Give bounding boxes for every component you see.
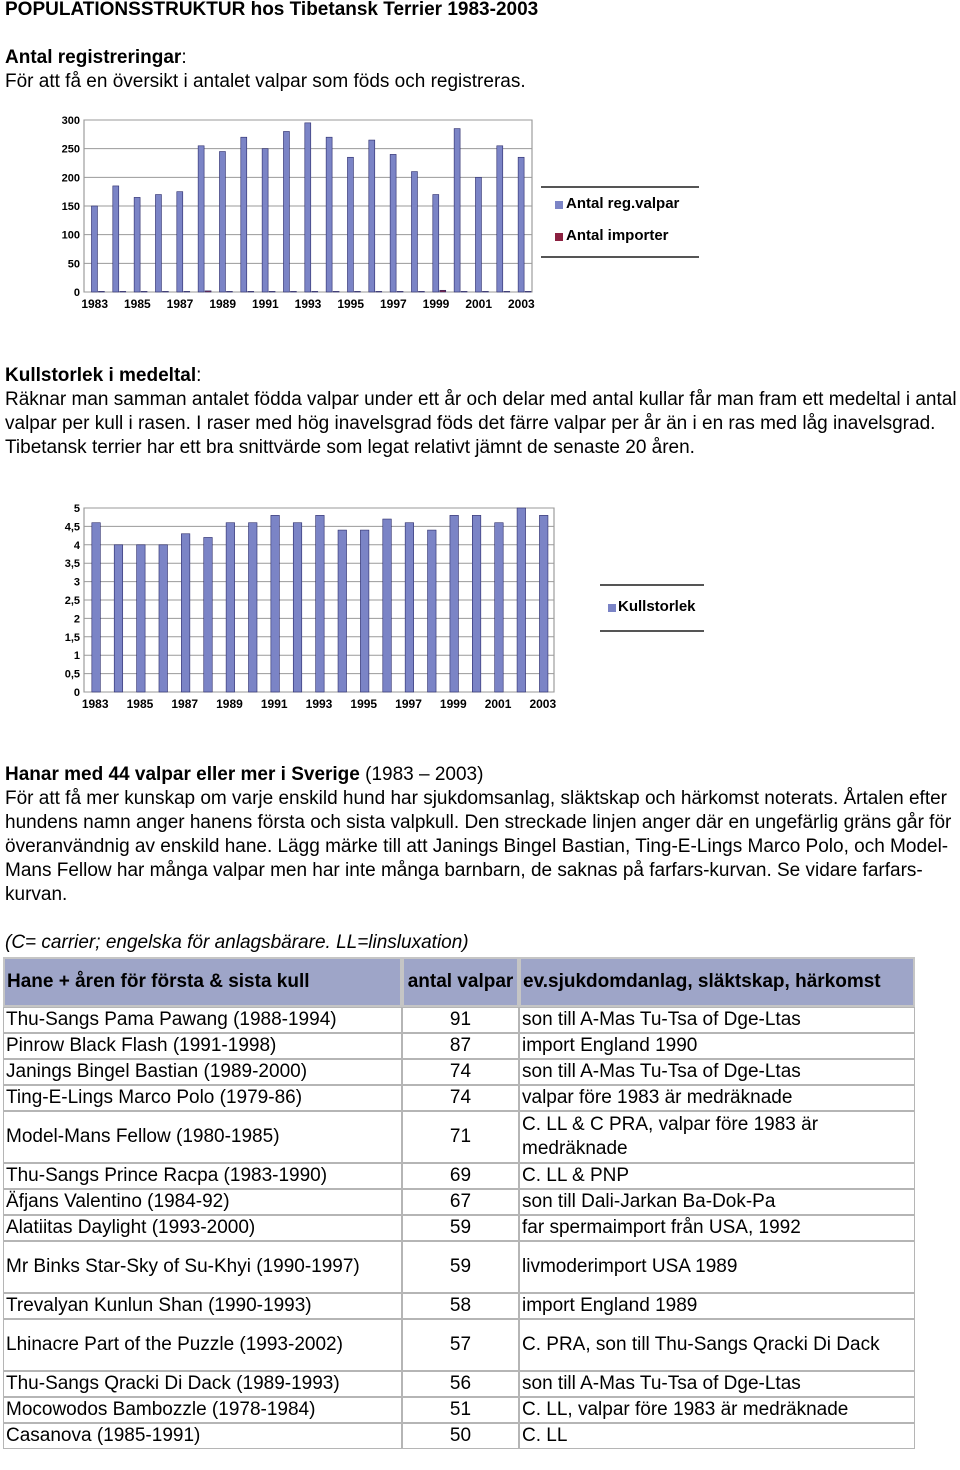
bar <box>454 129 460 292</box>
legend-swatch-kull <box>608 604 616 612</box>
header-count <box>402 957 519 1007</box>
bar <box>411 172 417 292</box>
cell-notes: C. PRA, son till Thu-Sangs Qracki Di Dack <box>519 1319 915 1371</box>
x-tick-label: 1993 <box>294 297 322 311</box>
table-row <box>3 1397 915 1423</box>
bar <box>326 137 332 292</box>
cell-sire: Lhinacre Part of the Puzzle (1993-2002) <box>3 1319 402 1371</box>
bar <box>475 177 481 292</box>
bar <box>383 519 392 692</box>
bar <box>418 291 424 292</box>
bar <box>269 291 275 292</box>
bar <box>134 197 140 292</box>
bar <box>290 291 296 292</box>
y-tick-labels <box>65 503 81 699</box>
x-tick-label: 1987 <box>171 697 199 711</box>
table-row <box>3 1007 915 1033</box>
x-tick-label: 2003 <box>507 297 535 311</box>
bar <box>347 157 353 292</box>
bar <box>271 515 280 692</box>
y-tick-label: 5 <box>73 503 80 515</box>
bar <box>177 192 183 292</box>
bar <box>226 523 235 692</box>
x-tick-labels <box>81 297 535 311</box>
cell-sire: Thu-Sangs Pama Pawang (1988-1994) <box>3 1007 402 1033</box>
y-tick-labels <box>62 115 80 299</box>
x-tick-label: 1995 <box>337 297 365 311</box>
bar <box>113 186 119 292</box>
cell-notes: son till A-Mas Tu-Tsa of Dge-Ltas <box>519 1371 915 1397</box>
bar <box>433 195 439 292</box>
section2-heading-line <box>5 364 201 388</box>
cell-count: 87 <box>402 1033 519 1059</box>
cell-sire: Alatiitas Daylight (1993-2000) <box>3 1215 402 1241</box>
x-tick-label: 2001 <box>465 297 493 311</box>
bar <box>518 157 524 292</box>
cell-notes: C. LL, valpar före 1983 är medräknade <box>519 1397 915 1423</box>
section1-heading: Antal registreringar <box>5 47 182 68</box>
bar <box>248 291 254 292</box>
section1-heading-line <box>5 46 187 70</box>
y-tick-label: 4,5 <box>64 521 80 534</box>
page-title: POPULATIONSSTRUKTUR hos Tibetansk Terrier 1983-2003 <box>5 0 539 20</box>
cell-count: 50 <box>402 1423 519 1449</box>
bar <box>312 291 318 292</box>
x-tick-label: 2001 <box>484 697 512 711</box>
y-tick-label: 4 <box>73 539 80 552</box>
cell-sire: Ting-E-Lings Marco Polo (1979-86) <box>3 1085 402 1111</box>
y-tick-label: 1 <box>73 650 80 663</box>
cell-sire: Pinrow Black Flash (1991-1998) <box>3 1033 402 1059</box>
bar <box>428 530 437 692</box>
sires-table <box>3 957 915 1449</box>
table-row <box>3 1293 915 1319</box>
bar <box>405 523 414 692</box>
bar <box>159 545 168 692</box>
bar <box>539 515 548 692</box>
bar <box>198 146 204 292</box>
cell-count: 58 <box>402 1293 519 1319</box>
cell-count: 74 <box>402 1059 519 1085</box>
table-row <box>3 1371 915 1397</box>
cell-sire: Casanova (1985-1991) <box>3 1423 402 1449</box>
cell-notes: C. LL & PNP <box>519 1163 915 1189</box>
cell-notes: import England 1990 <box>519 1033 915 1059</box>
bar <box>219 152 225 292</box>
cell-notes: livmoderimport USA 1989 <box>519 1241 915 1293</box>
y-tick-label: 2,5 <box>64 595 80 607</box>
y-tick-label: 0,5 <box>64 668 80 681</box>
bar <box>205 291 211 292</box>
section3-heading-tail: (1983 – 2003) <box>359 764 484 785</box>
cell-count: 69 <box>402 1163 519 1189</box>
section2-text: Räknar man samman antalet födda valpar under ett år och delar med antal kullar får man fram ett medeltal i antal valpar per kull i rasen. I raser med hög inavelsgrad föds det färre valpar per år än i en ras med låg inavelsgrad. Tibetansk terrier har ett bra snittvärde som legat relativt jämnt de senaste 20 åren. <box>5 389 957 458</box>
y-tick-label: 100 <box>61 229 80 242</box>
y-tick-label: 300 <box>61 115 80 127</box>
cell-sire: Thu-Sangs Qracki Di Dack (1989-1993) <box>3 1371 402 1397</box>
bar <box>525 291 531 292</box>
table-row <box>3 1241 915 1293</box>
bar <box>390 154 396 292</box>
bar <box>137 545 146 692</box>
bar <box>461 291 467 292</box>
y-tick-label: 50 <box>67 258 80 271</box>
cell-sire: Trevalyan Kunlun Shan (1990-1993) <box>3 1293 402 1319</box>
bar <box>504 291 510 292</box>
cell-sire: Mocowodos Bambozzle (1978-1984) <box>3 1397 402 1423</box>
bar <box>120 291 126 292</box>
x-tick-label: 1999 <box>439 697 467 711</box>
y-tick-label: 250 <box>61 143 80 156</box>
cell-sire: Thu-Sangs Prince Racpa (1983-1990) <box>3 1163 402 1189</box>
table-row <box>3 1111 915 1163</box>
bar <box>376 291 382 292</box>
legend-label-kull: Kullstorlek <box>618 598 696 615</box>
x-tick-label: 1993 <box>305 697 333 711</box>
bar <box>241 137 247 292</box>
section3-heading: Hanar med 44 valpar eller mer i Sverige <box>5 764 360 785</box>
legend-label-import: Antal importer <box>566 227 669 244</box>
cell-count: 67 <box>402 1189 519 1215</box>
bar <box>450 515 459 692</box>
table-row <box>3 1085 915 1111</box>
y-tick-label: 200 <box>61 172 80 185</box>
bar <box>226 291 232 292</box>
table-row <box>3 1423 915 1449</box>
bar <box>92 523 101 692</box>
bar <box>497 146 503 292</box>
table-row <box>3 1189 915 1215</box>
bar <box>184 291 190 292</box>
y-tick-label: 3,5 <box>64 558 80 571</box>
bar <box>440 290 446 292</box>
header-notes: ev.sjukdomdanlag, släktskap, härkomst <box>519 957 915 1007</box>
cell-count: 91 <box>402 1007 519 1033</box>
bar <box>114 545 123 692</box>
cell-count: 74 <box>402 1085 519 1111</box>
header-sire: Hane + åren för första & sista kull <box>3 957 402 1007</box>
x-tick-label: 1985 <box>123 297 151 311</box>
header-count-label: antal valpar <box>407 971 514 992</box>
section3-note: (C= carrier; engelska för anlagsbärare. LL=linsluxation) <box>5 932 469 953</box>
bar <box>360 530 369 692</box>
chart-registrations <box>48 112 542 318</box>
bar <box>305 123 311 292</box>
table-row <box>3 1163 915 1189</box>
chart-litter-size <box>54 498 560 720</box>
cell-notes: far spermaimport från USA, 1992 <box>519 1215 915 1241</box>
bar <box>338 530 347 692</box>
cell-sire: Mr Binks Star-Sky of Su-Khyi (1990-1997) <box>3 1241 402 1293</box>
y-tick-label: 150 <box>61 201 80 213</box>
x-tick-label: 1995 <box>350 697 378 711</box>
bar <box>262 149 268 292</box>
cell-count: 57 <box>402 1319 519 1371</box>
section1-colon: : <box>181 47 187 68</box>
section3-heading-line <box>5 763 483 787</box>
chart2-legend <box>600 584 704 632</box>
bar <box>155 195 161 292</box>
bar <box>98 291 104 292</box>
x-tick-labels <box>82 697 557 711</box>
cell-count: 59 <box>402 1241 519 1293</box>
x-tick-label: 1987 <box>166 297 194 311</box>
cell-notes: C. LL <box>519 1423 915 1449</box>
section2-colon: : <box>196 365 202 386</box>
bar <box>283 131 289 292</box>
cell-notes: valpar före 1983 är medräknade <box>519 1085 915 1111</box>
bar <box>316 515 325 692</box>
section1-text: För att få en översikt i antalet valpar som föds och registreras. <box>5 71 526 92</box>
cell-count: 71 <box>402 1111 519 1163</box>
cell-notes: import England 1989 <box>519 1293 915 1319</box>
cell-count: 56 <box>402 1371 519 1397</box>
cell-sire: Janings Bingel Bastian (1989-2000) <box>3 1059 402 1085</box>
x-tick-label: 1983 <box>81 697 109 711</box>
bar <box>249 523 258 692</box>
y-tick-label: 3 <box>73 576 80 589</box>
bar <box>181 534 190 692</box>
legend-swatch-import <box>555 233 563 241</box>
table-header-row <box>3 957 915 1007</box>
x-tick-label: 1991 <box>251 297 279 311</box>
bar <box>162 291 168 292</box>
cell-notes: son till A-Mas Tu-Tsa of Dge-Ltas <box>519 1059 915 1085</box>
table-row <box>3 1215 915 1241</box>
legend-label-reg: Antal reg.valpar <box>566 195 680 212</box>
cell-notes: C. LL & C PRA, valpar före 1983 är medräknade <box>519 1111 915 1163</box>
y-tick-label: 0 <box>73 287 80 299</box>
x-tick-label: 1989 <box>216 697 243 711</box>
x-tick-label: 1985 <box>126 697 154 711</box>
table-row <box>3 1319 915 1371</box>
section3-text: För att få mer kunskap om varje enskild hund har sjukdomsanlag, släktskap och härkomst noterats. Årtalen efter hundens namn anger hanens första och sista valpkull. Den streckade linjen anger där en ungefärlig gräns går för överanvändnig av enskild hane. Lägg märke till att Janings Bingel Bastian, Ting-E-Lings Marco Polo, och Model-Mans Fellow har många valpar men har inte många barnbarn, de saknas på farfars-kurvan. Se vidare farfars-kurvan. <box>5 788 952 905</box>
table-row <box>3 1033 915 1059</box>
bar <box>369 140 375 292</box>
y-tick-label: 2 <box>73 613 80 626</box>
x-tick-label: 1989 <box>209 297 237 311</box>
bar <box>397 291 403 292</box>
bar <box>204 537 213 692</box>
bar <box>472 515 481 692</box>
cell-notes: son till Dali-Jarkan Ba-Dok-Pa <box>519 1189 915 1215</box>
x-tick-label: 1997 <box>379 297 407 311</box>
bar <box>517 508 526 692</box>
x-tick-label: 2003 <box>529 697 557 711</box>
bar <box>354 291 360 292</box>
legend-swatch-reg <box>555 201 563 209</box>
cell-notes: son till A-Mas Tu-Tsa of Dge-Ltas <box>519 1007 915 1033</box>
bar <box>293 523 302 692</box>
cell-sire: Äfjans Valentino (1984-92) <box>3 1189 402 1215</box>
cell-count: 59 <box>402 1215 519 1241</box>
bar <box>333 291 339 292</box>
chart1-legend <box>541 186 699 258</box>
section2-heading: Kullstorlek i medeltal <box>5 365 197 386</box>
cell-sire: Model-Mans Fellow (1980-1985) <box>3 1111 402 1163</box>
bar <box>91 206 97 292</box>
x-tick-label: 1991 <box>260 697 288 711</box>
bar <box>482 291 488 292</box>
x-tick-label: 1983 <box>81 297 109 311</box>
table-row <box>3 1059 915 1085</box>
x-tick-label: 1997 <box>395 697 422 711</box>
bar <box>495 523 504 692</box>
bar <box>141 291 147 292</box>
y-tick-label: 0 <box>73 687 80 699</box>
y-tick-label: 1,5 <box>64 631 80 644</box>
cell-count: 51 <box>402 1397 519 1423</box>
x-tick-label: 1999 <box>422 297 450 311</box>
